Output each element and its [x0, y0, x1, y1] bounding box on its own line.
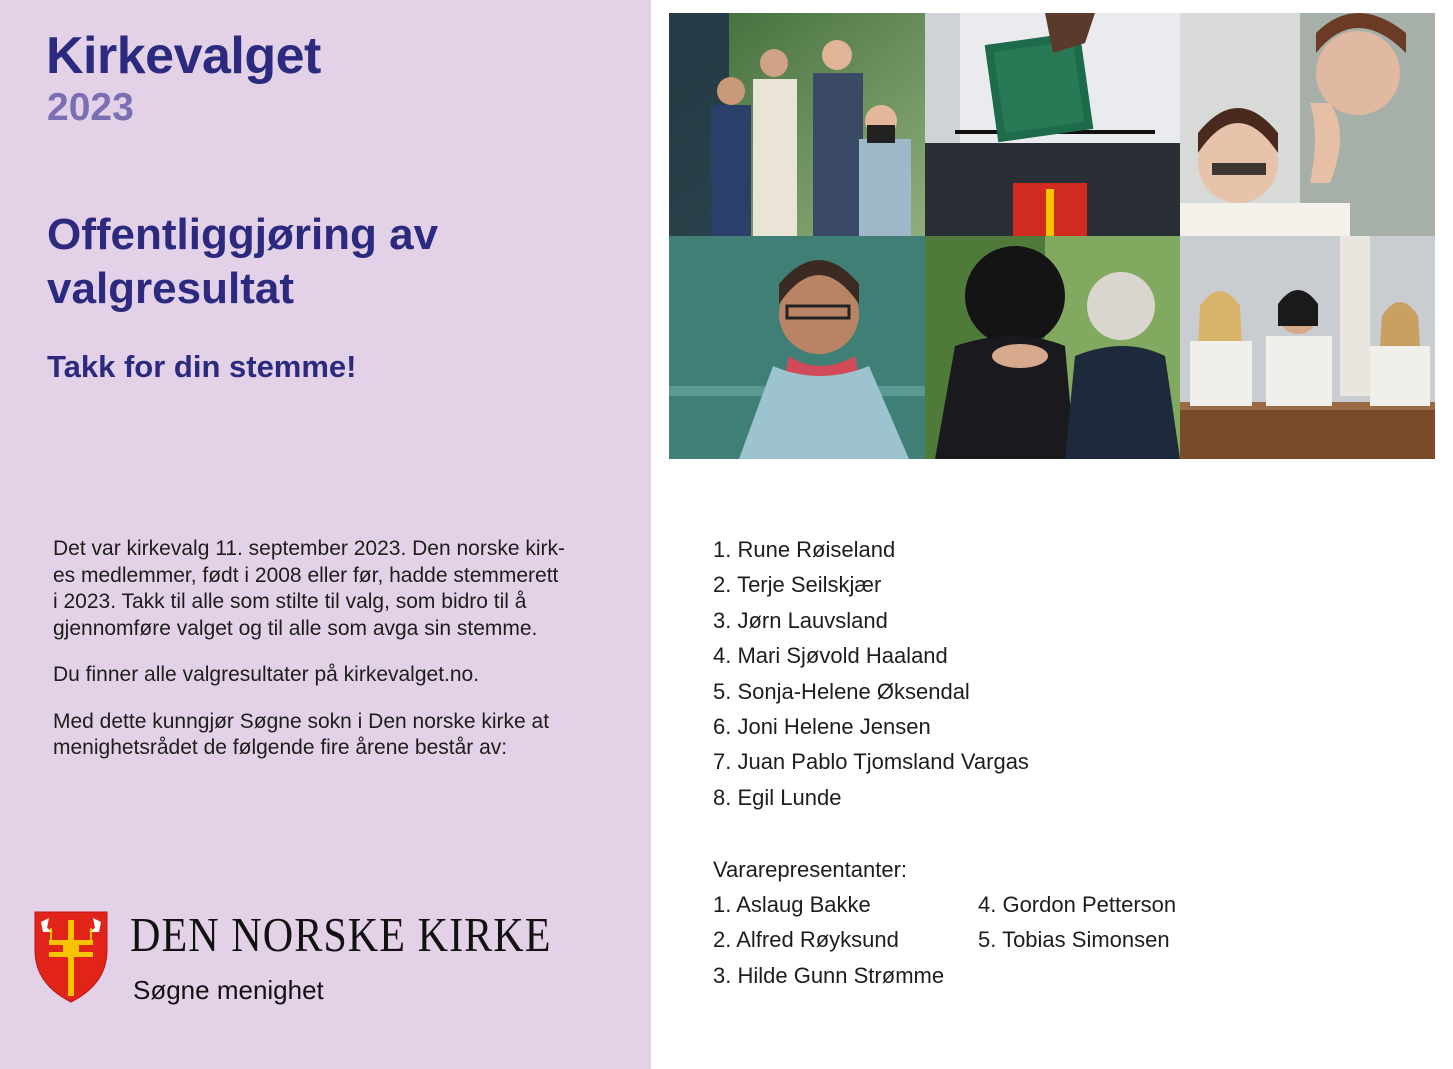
body-text — [53, 536, 618, 782]
announcement-line: Med dette kunngjør Søgne sokn i Den norske kirke at — [53, 709, 550, 733]
deputies-list — [713, 887, 1273, 997]
deputy-item: 5. Tobias Simonsen — [978, 927, 1170, 953]
intro-line: gjennomføre valget og til alle som avga sin stemme. — [53, 616, 538, 640]
brand-title: Kirkevalget — [46, 27, 321, 85]
organization-name: DEN NORSKE KIRKE — [130, 907, 552, 962]
subheadline: Takk for din stemme! — [47, 349, 357, 384]
ballot-box-photo — [925, 13, 1180, 236]
member-item: 6. Joni Helene Jensen — [713, 713, 931, 739]
parish-name: Søgne menighet — [133, 975, 324, 1005]
member-item: 7. Juan Pablo Tjomsland Vargas — [713, 749, 1029, 775]
deputies-heading: Vararepresentanter: — [713, 857, 908, 882]
brand-year: 2023 — [47, 86, 134, 129]
intro-line: i 2023. Takk til alle som stilte til valg, som bidro til å — [53, 590, 527, 613]
intro-paragraph — [53, 536, 618, 642]
council-members-list — [713, 532, 1029, 815]
comforting-embrace-photo — [925, 236, 1180, 459]
deputy-item: 3. Hilde Gunn Strømme — [713, 962, 945, 988]
member-item: 1. Rune Røiseland — [713, 537, 896, 562]
intro-line: es medlemmer, født i 2008 eller før, hadde stemmerett — [53, 563, 559, 587]
deputy-item: 1. Aslaug Bakke — [713, 892, 871, 917]
page-title: Offentliggjøring av valgresultat — [47, 210, 439, 313]
member-item: 2. Terje Seilskjær — [713, 572, 882, 598]
smiling-woman-photo — [669, 236, 925, 459]
church-cross-shield-icon — [33, 910, 109, 1004]
info-panel — [0, 0, 651, 1069]
member-item: 8. Egil Lunde — [713, 784, 842, 810]
results-link-paragraph: Du finner alle valgresultater på kirkevalget.no. — [53, 663, 480, 686]
deputy-item: 4. Gordon Petterson — [978, 892, 1177, 917]
photo-collage — [669, 13, 1435, 459]
church-logo — [33, 908, 633, 1018]
people-applauding-photo — [669, 13, 925, 236]
member-item: 4. Mari Sjøvold Haaland — [713, 643, 948, 669]
announcement-line: menighetsrådet de følgende fire årene består av: — [53, 736, 508, 759]
blessing-photo — [1180, 13, 1435, 236]
choir-children-photo — [1180, 236, 1435, 459]
member-item: 5. Sonja-Helene Øksendal — [713, 678, 970, 704]
intro-line: Det var kirkevalg 11. september 2023. Den norske kirk- — [53, 537, 565, 560]
deputy-item: 2. Alfred Røyksund — [713, 927, 899, 953]
announcement-paragraph — [53, 709, 618, 762]
member-item: 3. Jørn Lauvsland — [713, 607, 888, 633]
